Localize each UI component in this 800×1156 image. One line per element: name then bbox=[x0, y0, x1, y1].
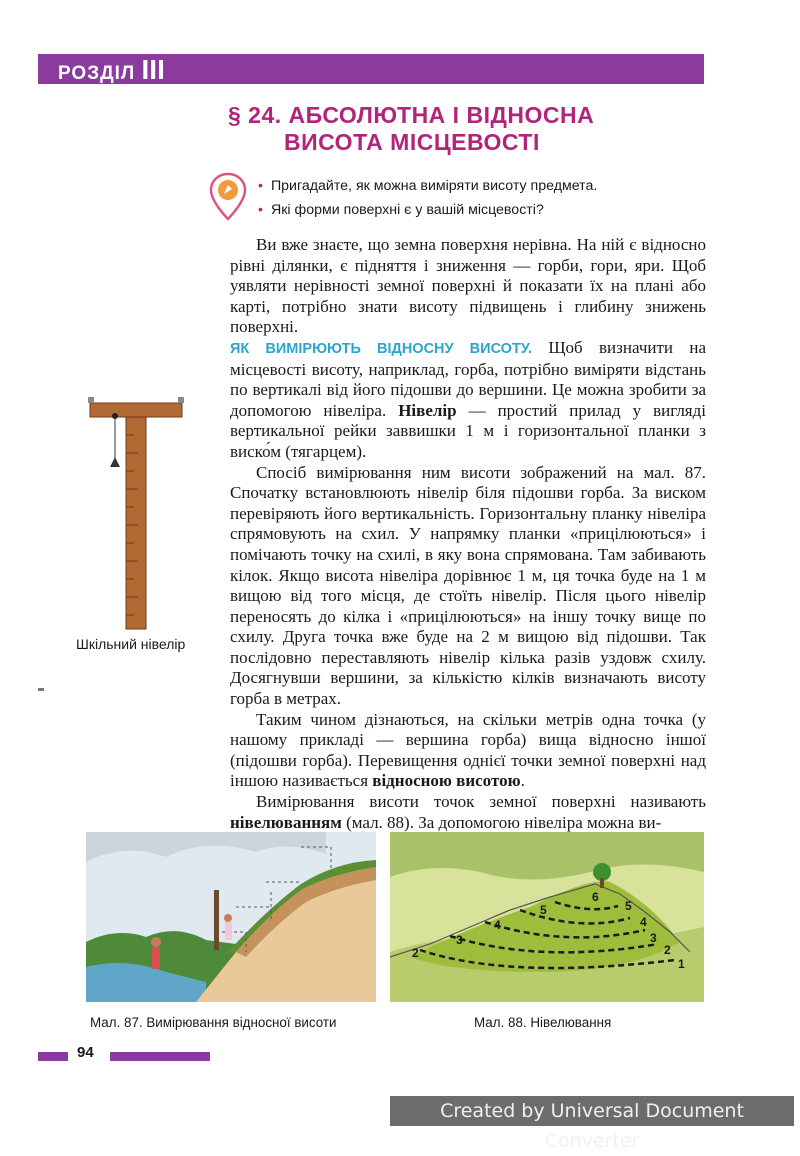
fig88-label: 3 bbox=[650, 931, 657, 945]
figure-87-measuring-illustration bbox=[86, 832, 376, 1002]
term-nivelir: Нівелір bbox=[398, 400, 457, 420]
paragraph-procedure: Спосіб вимірювання ним висоти зображений на мал. 87. Спочатку встановлюють нівелір біля підошви горба. За виском перевіряють його вертикальність. Горизонтальну планку нівеліра спрямовують на схил. У напрямку планки «прицілюються» і помічають точку на схилі, в яку вона спрямована. Там забивають кілок. Якщо висота нівеліра дорівнює 1 м, ця точка буде на 1 м вищою від того місця, де стоїть нівелір. Після цього нівелір переносять до кілка і «прицілюються» на іншу точку вище по схилу. Друга точка вже буде на 2 м вищою від підошви. Так послідовно переставляють нівелір кілька разів уздовж схилу. Досягнувши вершини, за кількістю кілків визначають висоту горба в метрах. bbox=[230, 462, 706, 709]
paragraph-relative: Таким чином дізнаються, на скільки метрів одна точка (у нашому прикладі — вершина горба) вища відносно іншої (підошви горба). Перевищення однієї точки земної поверхні над іншою називається відносною висотою. bbox=[230, 709, 706, 791]
fig88-label: 2 bbox=[412, 946, 419, 960]
figure-88-caption: Мал. 88. Нівелювання bbox=[474, 1015, 612, 1030]
term-relative-height: відносною висотою bbox=[372, 771, 521, 791]
school-level-illustration bbox=[86, 395, 186, 633]
level-caption: Шкільний нівелір bbox=[76, 636, 186, 652]
paragraph-intro: Ви вже знаєте, що земна поверхня нерівна. На ній є відносно рівні ділянки, є підняття і зниження — горби, гори, яри. Щоб уявляти нерівності земної поверхні й показати їх на плані або карті, потрібно знати висоту підвищень і глибину знижень поверхні. bbox=[230, 235, 706, 337]
margin-mark bbox=[38, 688, 44, 691]
title-line-2: ВИСОТА МІСЦЕВОСТІ bbox=[284, 129, 540, 155]
fig88-label: 4 bbox=[494, 918, 501, 932]
recall-item: • Які форми поверхні є у вашій місцевості? bbox=[258, 202, 544, 218]
fig88-label: 4 bbox=[640, 915, 647, 929]
paragraph-leveling: Вимірювання висоти точок земної поверхні називають нівелюванням (мал. 88). За допомогою нівеліра можна ви- bbox=[230, 792, 706, 832]
term-leveling: нівелюванням bbox=[230, 812, 342, 832]
converter-watermark: Created by Universal Document Converter bbox=[390, 1096, 794, 1126]
page-number: 94 bbox=[77, 1044, 94, 1061]
title-line-1: § 24. АБСОЛЮТНА І ВІДНОСНА bbox=[228, 102, 595, 128]
paragraph-method: ЯК ВИМІРЮЮТЬ ВІДНОСНУ ВИСОТУ. Щоб визначити на місцевості висоту, наприклад, горба, потрібно виміряти відстань по вертикалі від його підошви до вершини. Це можна зробити за допомогою нівеліра. Нівелір — простий прилад у вигляді вертикальної рейки заввишки 1 м і горизонтальної планки з виско́м (тягарцем). bbox=[230, 337, 706, 461]
recall-list bbox=[258, 174, 597, 222]
fig88-label: 5 bbox=[625, 899, 632, 913]
recall-item: • Пригадайте, як можна виміряти висоту предмета. bbox=[258, 178, 598, 194]
fig88-label: 5 bbox=[540, 903, 547, 917]
map-pin-icon bbox=[209, 172, 247, 222]
page-title bbox=[228, 102, 594, 156]
section-number: III bbox=[141, 54, 165, 85]
fig88-label: 6 bbox=[592, 890, 599, 904]
section-label bbox=[58, 56, 165, 88]
subheading: ЯК ВИМІРЮЮТЬ ВІДНОСНУ ВИСОТУ. bbox=[230, 340, 533, 357]
footer-bar-right bbox=[110, 1052, 210, 1061]
fig88-label: 3 bbox=[456, 933, 463, 947]
footer-bar-left bbox=[38, 1052, 68, 1061]
figure-87-caption: Мал. 87. Вимірювання відносної висоти bbox=[90, 1015, 337, 1030]
figure-88-leveling-illustration bbox=[390, 832, 704, 1002]
section-word: РОЗДІЛ bbox=[58, 63, 136, 84]
fig88-label: 2 bbox=[664, 943, 671, 957]
main-text bbox=[230, 235, 706, 833]
fig88-label: 1 bbox=[678, 957, 685, 971]
